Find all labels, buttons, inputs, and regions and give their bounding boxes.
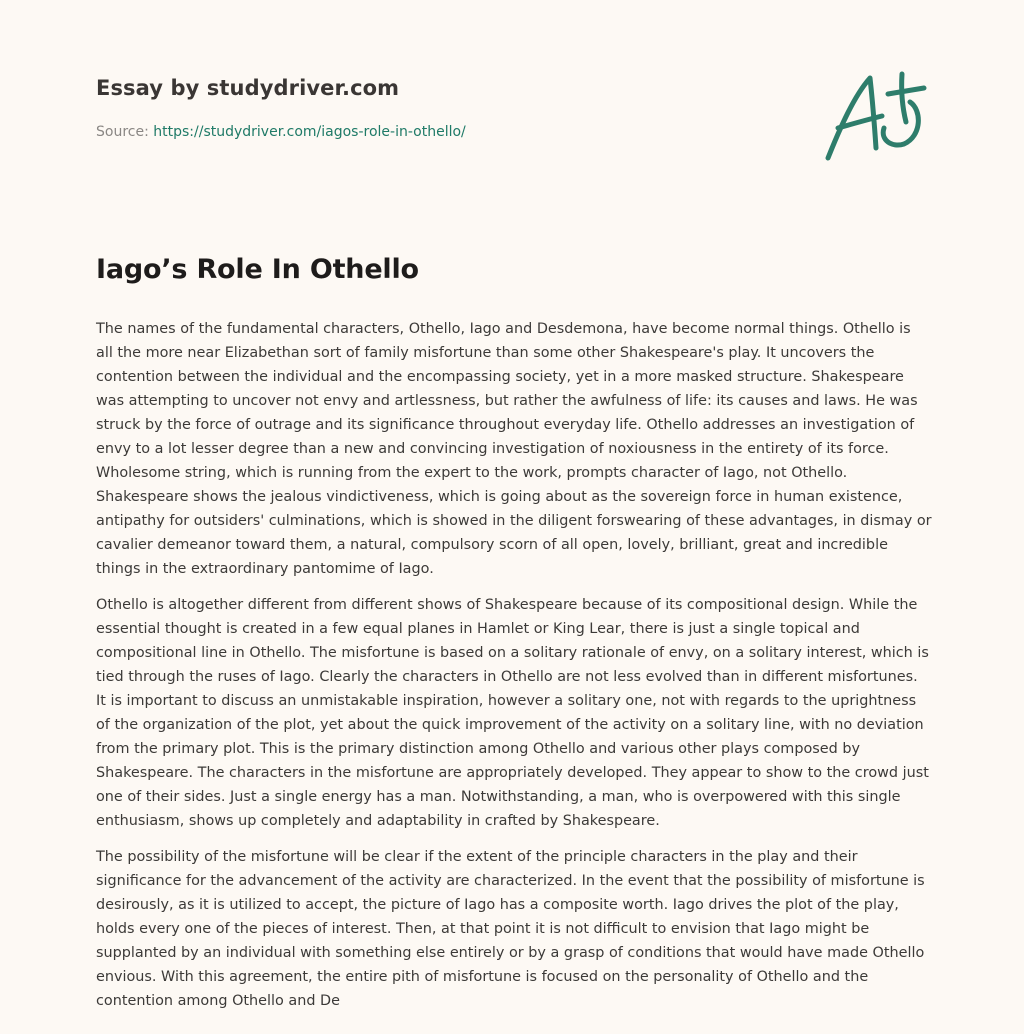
essay-title: Iago’s Role In Othello — [96, 254, 419, 285]
essay-paragraph: The names of the fundamental characters, Othello, Iago and Desdemona, have become normal things. Othello is all the more near Elizabethan sort of family misfortune than some other Shakespeare's play. It uncovers the contention between the individual and the encompassing society, yet in a more masked structure. Shakespeare was attempting to uncover not envy and artlessness, but rather the awfulness of life: its causes and laws. He was struck by the force of outrage and its significance throughout everyday life. Othello addresses an investigation of envy to a lot lesser degree than a new and convincing investigation of noxiousness in the entirety of its force. Wholesome string, which is running from the expert to the work, prompts character of Iago, not Othello. Shakespeare shows the jealous vindictiveness, which is going about as the sovereign force in human existence, antipathy for outsiders' culminations, which is showed in the diligent forswearing of these advantages, in dismay or cavalier demeanor toward them, a natural, compulsory scorn of all open, lovely, brilliant, great and incredible things in the extraordinary pantomime of Iago. — [96, 321, 932, 577]
source-link[interactable]: https://studydriver.com/iagos-role-in-othello/ — [153, 124, 466, 140]
essay-paragraph: Othello is altogether different from different shows of Shakespeare because of its compositional design. While the essential thought is created in a few equal planes in Hamlet or King Lear, there is just a single topical and compositional line in Othello. The misfortune is based on a solitary rationale of envy, on a solitary interest, which is tied through the ruses of Iago. Clearly the characters in Othello are not less evolved than in different misfortunes. It is important to discuss an unmistakable inspiration, however a solitary one, not with regards to the uprightness of the organization of the plot, yet about the quick improvement of the activity on a solitary line, with no deviation from the primary plot. This is the primary distinction among Othello and various other plays composed by Shakespeare. The characters in the misfortune are appropriately developed. They appear to show to the crowd just one of their sides. Just a single energy has a man. Notwithstanding, a man, who is overpowered with this single enthusiasm, shows up completely and adaptability in crafted by Shakespeare. — [96, 597, 929, 829]
source-label: Source: — [96, 124, 154, 140]
site-brand: Essay by studydriver.com — [96, 76, 400, 100]
source-line — [96, 124, 466, 140]
essay-body — [96, 317, 932, 1025]
a-plus-grade-icon — [818, 66, 930, 166]
essay-paragraph: The possibility of the misfortune will be clear if the extent of the principle characters in the play and their significance for the advancement of the activity are characterized. In the event that the possibility of misfortune is desirously, as it is utilized to accept, the picture of Iago has a composite worth. Iago drives the plot of the play, holds every one of the pieces of interest. Then, at that point it is not difficult to envision that Iago might be supplanted by an individual with something else entirely or by a grasp of conditions that would have made Othello envious. With this agreement, the entire pith of misfortune is focused on the personality of Othello and the contention among Othello and De — [96, 849, 925, 1009]
